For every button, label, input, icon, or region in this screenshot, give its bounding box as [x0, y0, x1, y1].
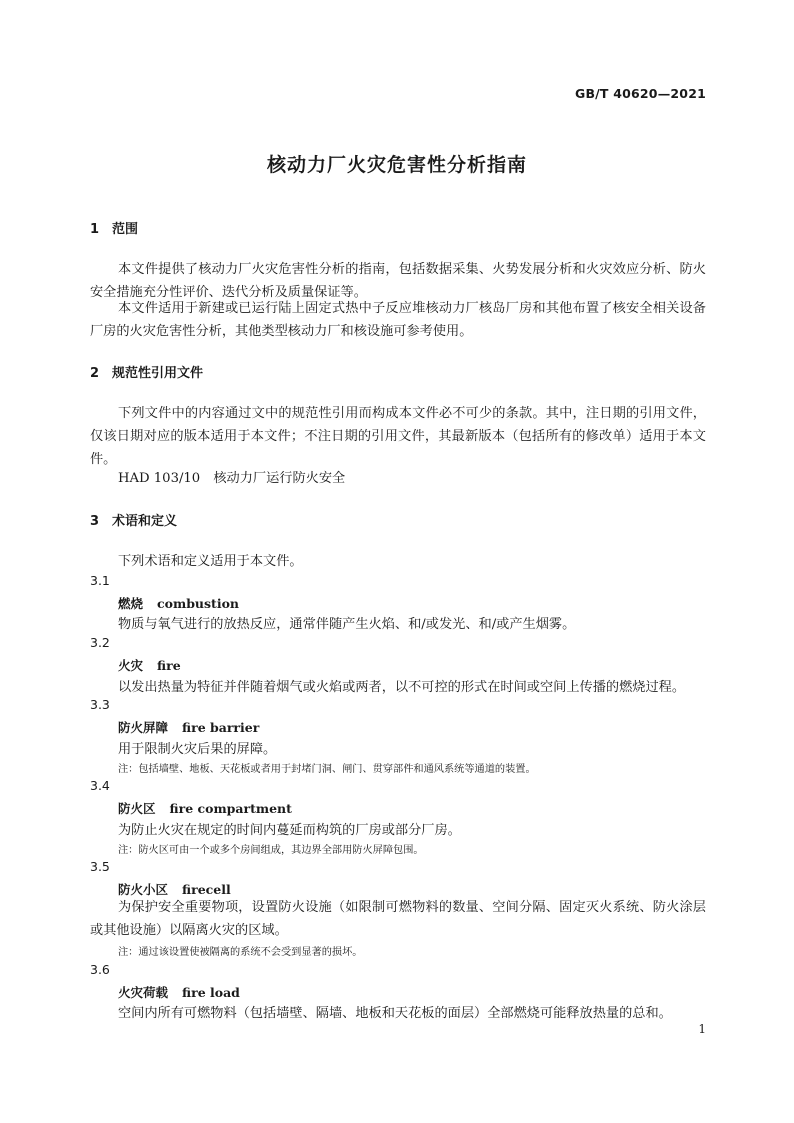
- term-en: fire barrier: [182, 720, 260, 735]
- scope-paragraph-2: 本文件适用于新建或已运行陆上固定式热中子反应堆核动力厂核岛厂房和其他布置了核安全相关设备厂房的火灾危害性分析，其他类型核动力厂和核设施可参考使用。: [90, 301, 706, 339]
- document-title: 核动力厂火灾危害性分析指南: [266, 154, 527, 176]
- section-number: 3: [90, 514, 100, 529]
- term-definition: 用于限制火灾后果的屏障。: [118, 742, 277, 757]
- term-note: 注：通过该设置使被隔离的系统不会受到显著的损坏。: [118, 947, 363, 958]
- term-zh: 火灾: [118, 658, 144, 673]
- references-intro: 下列文件中的内容通过文中的规范性引用而构成本文件必不可少的条款。其中，注日期的引用文件，仅该日期对应的版本适用于本文件；不注日期的引用文件，其最新版本（包括所有的修改单）适用于本文件。: [90, 406, 706, 467]
- term-en: firecell: [182, 882, 231, 897]
- term-note: 注：包括墙壁、地板、天花板或者用于封堵门洞、闸门、贯穿部件和通风系统等通道的装置。: [118, 764, 536, 775]
- term-entry: [118, 983, 240, 1001]
- term-entry: [118, 799, 292, 817]
- term-definition: 物质与氧气进行的放热反应，通常伴随产生火焰、和/或发光、和/或产生烟雾。: [118, 617, 576, 632]
- clause-number: 3.5: [90, 859, 110, 874]
- term-zh: 燃烧: [118, 596, 144, 611]
- term-entry: [118, 656, 181, 674]
- term-definition: 以发出热量为特征并伴随着烟气或火焰或两者，以不可控的形式在时间或空间上传播的燃烧过程。: [118, 680, 686, 695]
- page-number: 1: [698, 1022, 706, 1036]
- reference-item: HAD 103/10 核动力厂运行防火安全: [118, 471, 346, 486]
- term-zh: 防火区: [118, 801, 156, 816]
- term-en: fire compartment: [169, 801, 292, 816]
- term-definition: 空间内所有可燃物料（包括墙壁、隔墙、地板和天花板的面层）全部燃烧可能释放热量的总和。: [118, 1006, 672, 1021]
- section-heading-scope: [90, 218, 138, 237]
- terms-intro: 下列术语和定义适用于本文件。: [118, 554, 303, 569]
- section-title: 范围: [112, 222, 139, 237]
- term-note: 注：防火区可由一个或多个房间组成，其边界全部用防火屏障包围。: [118, 845, 424, 856]
- clause-number: 3.2: [90, 635, 110, 650]
- term-entry: [118, 718, 259, 736]
- section-heading-references: [90, 362, 203, 381]
- clause-number: 3.3: [90, 697, 110, 712]
- term-zh: 火灾荷载: [118, 985, 169, 1000]
- section-title: 术语和定义: [112, 514, 178, 529]
- term-en: fire load: [182, 985, 240, 1000]
- term-entry: [118, 594, 239, 612]
- term-zh: 防火小区: [118, 882, 169, 897]
- term-definition: 为防止火灾在规定的时间内蔓延而构筑的厂房或部分厂房。: [118, 823, 461, 838]
- term-en: fire: [157, 658, 181, 673]
- clause-number: 3.4: [90, 778, 110, 793]
- section-number: 1: [90, 222, 100, 237]
- scope-paragraph-1: 本文件提供了核动力厂火灾危害性分析的指南，包括数据采集、火势发展分析和火灾效应分析、防火安全措施充分性评价、迭代分析及质量保证等。: [90, 262, 706, 300]
- term-zh: 防火屏障: [118, 720, 169, 735]
- section-heading-terms: [90, 510, 177, 529]
- standard-code: GB/T 40620—2021: [574, 86, 706, 101]
- section-title: 规范性引用文件: [112, 366, 204, 381]
- section-number: 2: [90, 366, 100, 381]
- term-en: combustion: [157, 596, 240, 611]
- clause-number: 3.6: [90, 962, 110, 977]
- term-definition: 为保护安全重要物项，设置防火设施（如限制可燃物料的数量、空间分隔、固定灭火系统、防火涂层或其他设施）以隔离火灾的区域。: [90, 900, 706, 938]
- clause-number: 3.1: [90, 573, 110, 588]
